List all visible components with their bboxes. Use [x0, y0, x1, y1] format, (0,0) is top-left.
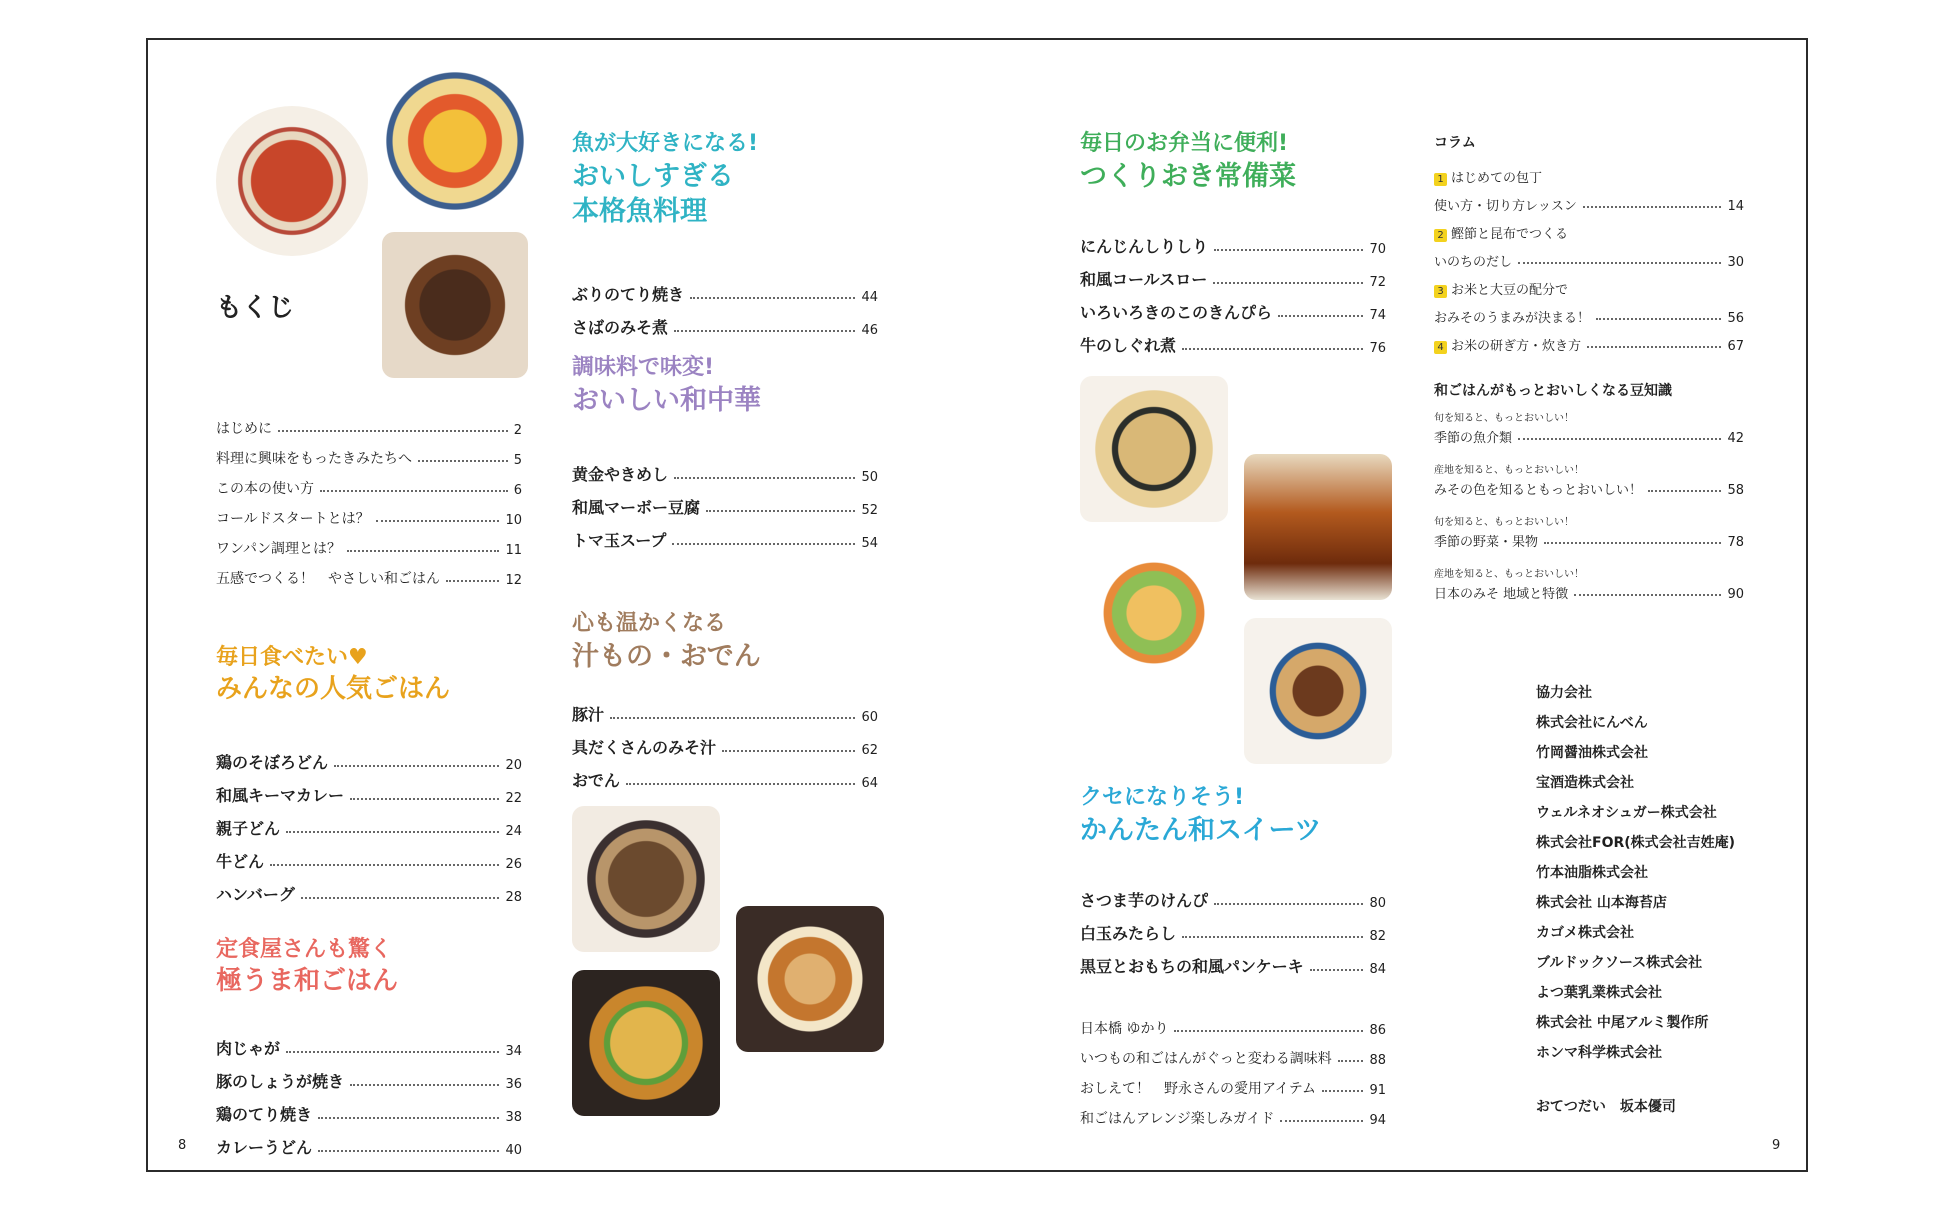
- column-title: 使い方・切り方レッスン: [1434, 199, 1577, 214]
- intro-toc: [216, 408, 522, 588]
- beans-title: 季節の魚介類: [1434, 431, 1513, 446]
- toc-page: 26: [505, 857, 522, 872]
- heading-line: クセになりそう!: [1080, 785, 1245, 810]
- heading-line: みんなの人気ごはん: [216, 673, 451, 704]
- toc-row[interactable]: [572, 272, 878, 305]
- toc-row[interactable]: [572, 758, 878, 791]
- toc-page: 90: [1727, 587, 1744, 602]
- toc-page: 60: [861, 710, 878, 725]
- toc-page: 58: [1727, 483, 1744, 498]
- toc-page: 82: [1369, 929, 1386, 944]
- beef-dish-photo: [382, 232, 528, 378]
- cooperation-item: ウェルネオシュガー株式会社: [1536, 805, 1717, 821]
- section-heading-bento: [1080, 130, 1296, 194]
- column-title: お米と大豆の配分で: [1451, 283, 1569, 298]
- toc-page: 12: [505, 573, 522, 588]
- toc-page: 5: [513, 453, 522, 468]
- toc-page: 84: [1369, 962, 1386, 977]
- heading-line: 魚が大好きになる!: [572, 131, 759, 156]
- toc-title: 具だくさんのみそ汁: [572, 738, 717, 757]
- cooperation-item: 株式会社FOR(株式会社吉姓庵): [1536, 835, 1736, 851]
- toc-page: 42: [1727, 431, 1744, 446]
- column-line[interactable]: [1434, 298, 1744, 326]
- toc-page: 91: [1369, 1083, 1386, 1098]
- toc-page: 74: [1369, 308, 1386, 323]
- mapo-tofu-photo: [216, 106, 368, 256]
- toc-row[interactable]: [216, 1092, 522, 1125]
- toc-title: 白玉みたらし: [1080, 924, 1177, 943]
- toc-title: さつま芋のけんぴ: [1080, 891, 1209, 910]
- beans-subtitle: 旬を知ると、もっとおいしい！: [1434, 517, 1574, 528]
- beans-subtitle: 産地を知ると、もっとおいしい！: [1434, 569, 1584, 580]
- toc-title: ハンバーグ: [216, 885, 295, 904]
- toc-page: 76: [1369, 341, 1386, 356]
- fried-rice-photo: [1080, 376, 1228, 522]
- toc-row[interactable]: [1080, 878, 1386, 911]
- cooperation-item: 宝酒造株式会社: [1536, 775, 1634, 791]
- bento-toc: [1080, 224, 1386, 356]
- toc-row[interactable]: [216, 773, 522, 806]
- heading-line: 汁もの・おでん: [572, 640, 761, 672]
- heading-line: つくりおき常備菜: [1080, 160, 1296, 192]
- toc-title: 黒豆とおもちの和風パンケーキ: [1080, 957, 1304, 976]
- toc-page: 30: [1727, 255, 1744, 270]
- beans-subtitle: 産地を知ると、もっとおいしい！: [1434, 465, 1584, 476]
- warabi-mochi-drink-photo: [1244, 454, 1392, 600]
- toc-title: 豚汁: [572, 705, 605, 724]
- toc-row[interactable]: [216, 872, 522, 905]
- toc-page: 78: [1727, 535, 1744, 550]
- column-number-badge: 1: [1434, 173, 1447, 186]
- toc-row[interactable]: [1080, 911, 1386, 944]
- cooperation-item: 株式会社 中尾アルミ製作所: [1536, 1015, 1709, 1031]
- section-heading-teishoku: [216, 936, 398, 998]
- chinese-toc: [572, 452, 878, 551]
- toc-row[interactable]: [572, 485, 878, 518]
- toc-title: 牛のしぐれ煮: [1080, 336, 1177, 355]
- toc-row[interactable]: [572, 452, 878, 485]
- column-title: はじめての包丁: [1451, 171, 1543, 186]
- toc-page: 70: [1369, 242, 1386, 257]
- toc-page: 64: [861, 776, 878, 791]
- toc-page: 52: [861, 503, 878, 518]
- column-number-badge: 4: [1434, 341, 1447, 354]
- column-line[interactable]: [1434, 270, 1744, 298]
- cooperation-item: カゴメ株式会社: [1536, 925, 1634, 941]
- toc-row[interactable]: [216, 740, 522, 773]
- toc-row[interactable]: [216, 1026, 522, 1059]
- toc-row[interactable]: [216, 558, 522, 588]
- teishoku-toc: [216, 1026, 522, 1158]
- column-title: おみそのうまみが決まる！: [1434, 311, 1591, 326]
- toc-title: 日本橋 ゆかり: [1080, 1021, 1169, 1037]
- section-heading-sweets: [1080, 784, 1321, 848]
- toc-page: 44: [861, 290, 878, 305]
- toc-page: 72: [1369, 275, 1386, 290]
- toc-row[interactable]: [1080, 290, 1386, 323]
- column-line[interactable]: [1434, 214, 1744, 242]
- soup-toc: [572, 692, 878, 791]
- toc-page: 20: [505, 758, 522, 773]
- oden-photo: [736, 906, 884, 1052]
- page-title: もくじ: [216, 293, 295, 323]
- toc-title: 和風コールスロー: [1080, 270, 1208, 289]
- heading-line: 毎日食べたい♥: [216, 645, 368, 670]
- page-number-left: 8: [178, 1138, 187, 1153]
- toc-row[interactable]: [216, 408, 522, 438]
- toc-page: 88: [1369, 1053, 1386, 1068]
- toc-title: はじめに: [216, 421, 272, 437]
- heading-line: おいしすぎる: [572, 160, 734, 192]
- toc-row[interactable]: [572, 692, 878, 725]
- column-line[interactable]: [1434, 186, 1744, 214]
- toc-page: 94: [1369, 1113, 1386, 1128]
- cooperation-item: 竹本油脂株式会社: [1536, 865, 1648, 881]
- toc-title: コールドスタートとは？: [216, 511, 370, 527]
- column-title: いのちのだし: [1434, 255, 1513, 270]
- toc-row[interactable]: [1080, 257, 1386, 290]
- column-number-badge: 2: [1434, 229, 1447, 242]
- cooperation-list: [1536, 674, 1776, 1062]
- tomato-egg-soup-photo: [382, 68, 528, 214]
- toc-title: おでん: [572, 771, 620, 790]
- heading-line: 極うま和ごはん: [216, 965, 399, 996]
- toc-page: 24: [505, 824, 522, 839]
- toc-page: 46: [861, 323, 878, 338]
- toc-title: 牛どん: [216, 852, 265, 871]
- column-heading: コラム: [1434, 135, 1476, 151]
- toc-row[interactable]: [216, 528, 522, 558]
- section-heading-fish: [572, 130, 758, 229]
- toc-title: 和ごはんアレンジ楽しみガイド: [1080, 1111, 1275, 1127]
- toc-row[interactable]: [1080, 224, 1386, 257]
- column-line[interactable]: [1434, 158, 1744, 186]
- beans-title: 季節の野菜・果物: [1434, 535, 1539, 550]
- toc-row[interactable]: [1080, 1008, 1386, 1038]
- extra-toc: [1080, 1008, 1386, 1128]
- toc-page: 6: [513, 483, 522, 498]
- column-line[interactable]: [1434, 326, 1744, 354]
- toc-title: 和風マーボー豆腐: [572, 498, 701, 517]
- beans-title: 日本のみそ 地域と特徴: [1434, 587, 1569, 602]
- cooperation-item: 株式会社にんべん: [1536, 715, 1648, 731]
- toc-row[interactable]: [572, 725, 878, 758]
- heading-line: 定食屋さんも驚く: [216, 937, 393, 962]
- helper-credit: おてつだい 坂本優司: [1536, 1099, 1676, 1115]
- toc-page: 22: [505, 791, 522, 806]
- column-line[interactable]: [1434, 242, 1744, 270]
- toc-title: 料理に興味をもったきみたちへ: [216, 451, 412, 467]
- heading-line: 調味料で味変!: [572, 355, 715, 380]
- toc-title: いつもの和ごはんがぐっと変わる調味料: [1080, 1051, 1332, 1067]
- toc-row[interactable]: [1080, 944, 1386, 977]
- toc-page: 2: [513, 423, 522, 438]
- cooperation-item: ホンマ科学株式会社: [1536, 1045, 1662, 1061]
- heading-line: おいしい和中華: [572, 384, 761, 416]
- beans-toc: [1434, 380, 1744, 602]
- book-spread: [146, 38, 1808, 1172]
- toc-row[interactable]: [216, 438, 522, 468]
- toc-page: 14: [1727, 199, 1744, 214]
- toc-title: ワンパン調理とは？: [216, 541, 342, 557]
- section-heading-soup: [572, 610, 761, 674]
- toc-row[interactable]: [1080, 1098, 1386, 1128]
- toc-title: トマ玉スープ: [572, 531, 667, 550]
- section-heading-chinese: [572, 354, 761, 418]
- pancake-photo: [1244, 618, 1392, 764]
- column-toc: [1434, 132, 1744, 354]
- section-heading-popular: [216, 644, 450, 706]
- toc-title: ぶりのてり焼き: [572, 285, 685, 304]
- heading-line: 本格魚料理: [572, 195, 707, 227]
- toc-row[interactable]: [572, 305, 878, 338]
- column-title: 鰹節と昆布でつくる: [1451, 227, 1569, 242]
- toc-page: 50: [861, 470, 878, 485]
- beans-row[interactable]: [1434, 580, 1744, 602]
- heading-line: 心も温かくなる: [572, 611, 727, 636]
- toc-page: 67: [1727, 339, 1744, 354]
- toc-title: 肉じゃが: [216, 1039, 281, 1058]
- cooperation-item: 竹岡醤油株式会社: [1536, 745, 1648, 761]
- toc-title: さばのみそ煮: [572, 318, 669, 337]
- toc-page: 36: [505, 1077, 522, 1092]
- page-number-right: 9: [1772, 1138, 1781, 1153]
- toc-title: 鶏のてり焼き: [216, 1105, 313, 1124]
- coleslaw-photo: [1080, 540, 1228, 686]
- beans-subtitle: 旬を知ると、もっとおいしい！: [1434, 413, 1574, 424]
- toc-title: いろいろきのこのきんぴら: [1080, 303, 1273, 322]
- beans-row[interactable]: [1434, 476, 1744, 498]
- toc-title: 鶏のそぼろどん: [216, 753, 329, 772]
- toc-title: 和風キーマカレー: [216, 786, 345, 805]
- toc-title: 豚のしょうが焼き: [216, 1072, 345, 1091]
- toc-page: 80: [1369, 896, 1386, 911]
- toc-page: 86: [1369, 1023, 1386, 1038]
- column-number-badge: 3: [1434, 285, 1447, 298]
- column-title: お米の研ぎ方・炊き方: [1451, 339, 1582, 354]
- beans-title: みその色を知るともっとおいしい！: [1434, 483, 1643, 498]
- toc-page: 11: [505, 543, 522, 558]
- cooperation-item: 株式会社 山本海苔店: [1536, 895, 1667, 911]
- toc-title: 黄金やきめし: [572, 465, 669, 484]
- toc-row[interactable]: [572, 518, 878, 551]
- fish-toc: [572, 272, 878, 338]
- toc-title: 親子どん: [216, 819, 281, 838]
- toc-row[interactable]: [216, 1059, 522, 1092]
- toc-page: 38: [505, 1110, 522, 1125]
- toc-row[interactable]: [1080, 323, 1386, 356]
- cooperation-item: よつ葉乳業株式会社: [1536, 985, 1662, 1001]
- toc-page: 34: [505, 1044, 522, 1059]
- mushroom-dish-photo: [572, 806, 720, 952]
- toc-row[interactable]: [216, 1125, 522, 1158]
- heading-line: かんたん和スイーツ: [1080, 814, 1322, 846]
- toc-page: 54: [861, 536, 878, 551]
- curry-udon-photo: [572, 970, 720, 1116]
- toc-title: カレーうどん: [216, 1138, 313, 1157]
- beans-heading: 和ごはんがもっとおいしくなる豆知識: [1434, 383, 1672, 399]
- toc-page: 10: [505, 513, 522, 528]
- cooperation-heading: 協力会社: [1536, 685, 1592, 701]
- toc-title: おしえて！ 野永さんの愛用アイテム: [1080, 1081, 1317, 1097]
- sweets-toc: [1080, 878, 1386, 977]
- toc-title: 五感でつくる！ やさしい和ごはん: [216, 571, 440, 587]
- toc-row[interactable]: [216, 468, 522, 498]
- toc-title: この本の使い方: [216, 481, 314, 497]
- toc-page: 56: [1727, 311, 1744, 326]
- toc-page: 40: [505, 1143, 522, 1158]
- toc-row[interactable]: [1080, 1068, 1386, 1098]
- toc-title: にんじんしりしり: [1080, 237, 1209, 256]
- popular-toc: [216, 740, 522, 905]
- toc-row[interactable]: [1080, 1038, 1386, 1068]
- cooperation-item: ブルドックソース株式会社: [1536, 955, 1703, 971]
- toc-row[interactable]: [216, 839, 522, 872]
- heading-line: 毎日のお弁当に便利!: [1080, 131, 1289, 156]
- toc-row[interactable]: [216, 806, 522, 839]
- toc-page: 28: [505, 890, 522, 905]
- beans-row[interactable]: [1434, 528, 1744, 550]
- toc-row[interactable]: [216, 498, 522, 528]
- toc-page: 62: [861, 743, 878, 758]
- beans-row[interactable]: [1434, 424, 1744, 446]
